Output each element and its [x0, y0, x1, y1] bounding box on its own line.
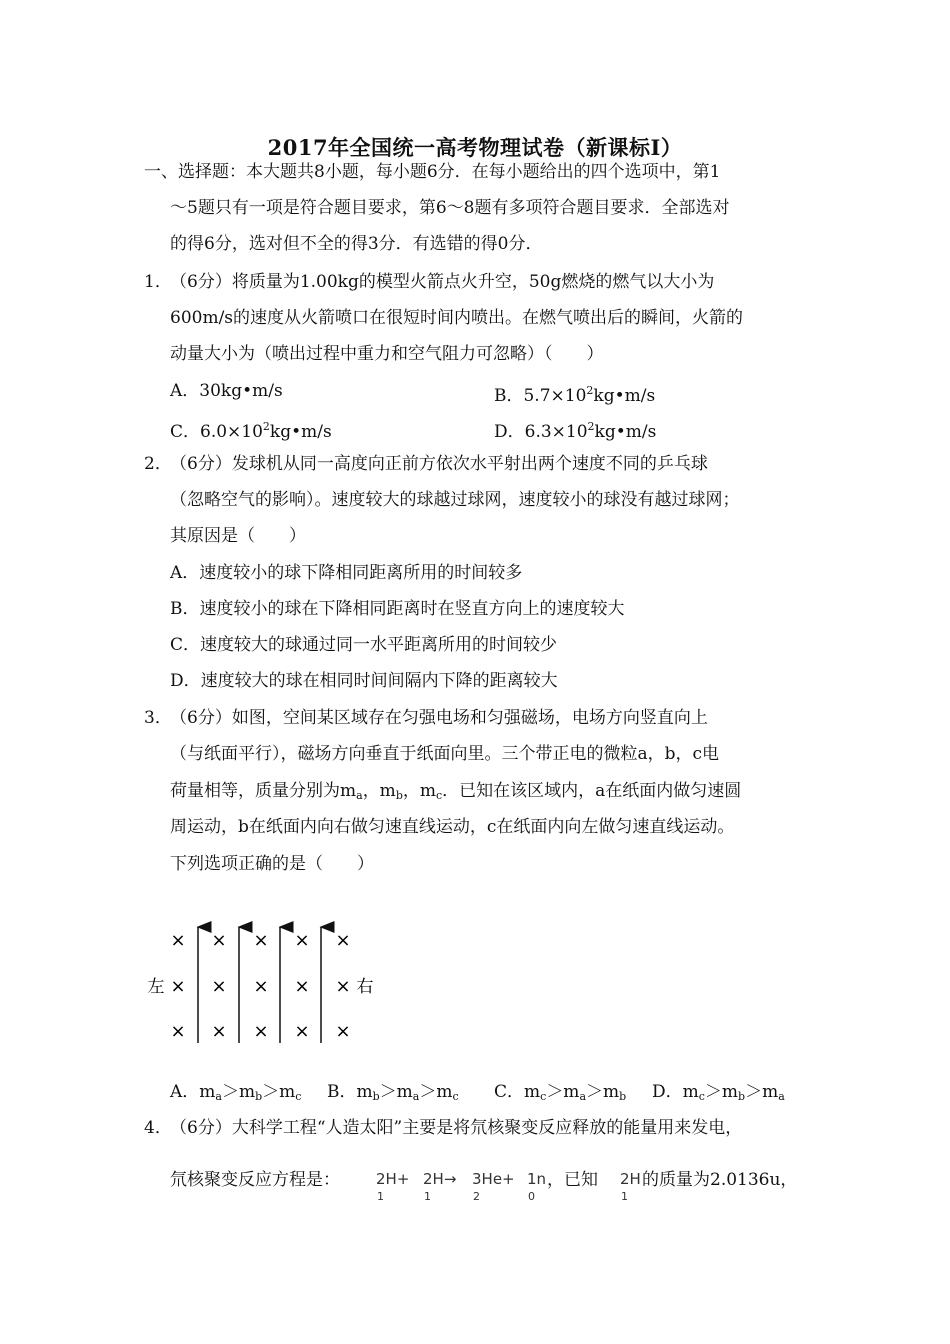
section-header-line-3: 的得6分，选对但不全的得3分．有选错的得0分．: [170, 234, 543, 254]
q1-text-line-1: （6分）将质量为1.00kg的模型火箭点火升空，50g燃烧的燃气以大小为: [170, 272, 715, 292]
magnetic-cross: ×: [211, 1021, 227, 1042]
magnetic-cross: ×: [253, 1021, 269, 1042]
q1-option-d: D．$6.3\times 10^2kg•m/s$: [494, 420, 657, 442]
q3-option-d: D．$m_c>m_b>m_a$: [652, 1082, 785, 1103]
q3-text-line-1: （6分）如图，空间某区域存在匀强电场和匀强磁场，电场方向竖直向上: [170, 708, 708, 728]
nuclide-helium-3: 3He+ 2: [472, 1170, 515, 1203]
q3-text-line-5: 下列选项正确的是（ ）: [170, 854, 374, 874]
magnetic-cross: ×: [294, 976, 310, 997]
q1-text-line-2: 600m/s的速度从火箭喷口在很短时间内喷出。在燃气喷出后的瞬间，火箭的: [170, 308, 744, 328]
q2-option-c: C．速度较大的球通过同一水平距离所用的时间较少: [170, 635, 558, 655]
q2-number: 2．: [144, 454, 172, 474]
q2-text-line-2: （忽略空气的影响）。速度较大的球越过球网，速度较小的球没有越过球网；: [170, 490, 740, 510]
q3-text-line-3: 荷量相等，质量分别为$m_a$，$m_b$，$m_c$．已知在该区域内，a在纸面内做匀速圆: [170, 781, 742, 802]
section-header-line-2: ～5题只有一项是符合题目要求，第6～8题有多项符合题目要求．全部选对: [170, 198, 730, 218]
q4-text-line-2-prefix: 氘核聚变反应方程是：: [170, 1170, 340, 1190]
magnetic-cross: ×: [335, 930, 351, 951]
q3-text-line-2: （与纸面平行），磁场方向垂直于纸面向里。三个带正电的微粒a，b，c电: [170, 744, 720, 764]
magnetic-cross: ×: [211, 976, 227, 997]
magnetic-cross: ×: [335, 976, 351, 997]
q4-number: 4．: [144, 1118, 172, 1138]
magnetic-cross: ×: [170, 976, 186, 997]
q2-option-b: B．速度较小的球在下降相同距离时在竖直方向上的速度较大: [170, 599, 625, 619]
q1-option-a: A．30kg•m/s: [170, 381, 283, 401]
q2-text-line-1: （6分）发球机从同一高度向正前方依次水平射出两个速度不同的乒乓球: [170, 454, 708, 474]
nuclide-neutron: 1n 0: [527, 1170, 547, 1203]
q1-number: 1．: [144, 272, 172, 292]
magnetic-cross: ×: [294, 930, 310, 951]
q2-option-a: A．速度较小的球下降相同距离所用的时间较多: [170, 563, 523, 583]
q4-text-line-1: （6分）大科学工程“人造太阳”主要是将氘核聚变反应释放的能量用来发电，: [170, 1118, 743, 1138]
nuclide-deuterium-3: 2H 1: [620, 1170, 641, 1203]
q1-option-b: B．$5.7\times 10^2kg•m/s$: [494, 384, 656, 406]
page-title: 2017年全国统一高考物理试卷（新课标Ⅰ）: [267, 135, 683, 160]
magnetic-cross: ×: [294, 1021, 310, 1042]
q2-text-line-3: 其原因是（ ）: [170, 526, 306, 546]
q1-text-line-3: 动量大小为（喷出过程中重力和空气阻力可忽略）（ ）: [170, 344, 604, 364]
magnetic-cross: ×: [211, 930, 227, 951]
label-right: 右: [356, 977, 374, 997]
magnetic-cross: ×: [253, 930, 269, 951]
nuclide-deuterium-2: 2H→ 1: [423, 1170, 457, 1203]
magnetic-cross: ×: [335, 1021, 351, 1042]
label-left: 左: [147, 977, 165, 997]
q4-text-line-2-suffix: 的质量为2.0136u，: [642, 1170, 798, 1190]
section-header-line-1: 一、选择题：本大题共8小题，每小题6分．在每小题给出的四个选项中，第1: [144, 162, 721, 182]
field-diagram: [140, 915, 390, 1055]
q4-text-line-2-mid: ，已知: [547, 1170, 598, 1190]
q1-option-c: C．$6.0\times 10^2kg•m/s$: [170, 420, 332, 442]
nuclide-deuterium-1: 2H+ 1: [376, 1170, 410, 1203]
magnetic-cross: ×: [253, 976, 269, 997]
q3-option-b: B．$m_b>m_a>m_c$: [327, 1082, 459, 1103]
q3-option-c: C．$m_c>m_a>m_b$: [494, 1082, 627, 1103]
magnetic-cross: ×: [170, 1021, 186, 1042]
q2-option-d: D．速度较大的球在相同时间间隔内下降的距离较大: [170, 671, 558, 691]
q3-text-line-4: 周运动，b在纸面内向右做匀速直线运动，c在纸面内向左做匀速直线运动。: [170, 817, 735, 837]
magnetic-cross: ×: [170, 930, 186, 951]
q3-option-a: A．$m_a>m_b>m_c$: [170, 1082, 302, 1103]
q3-number: 3．: [144, 708, 172, 728]
